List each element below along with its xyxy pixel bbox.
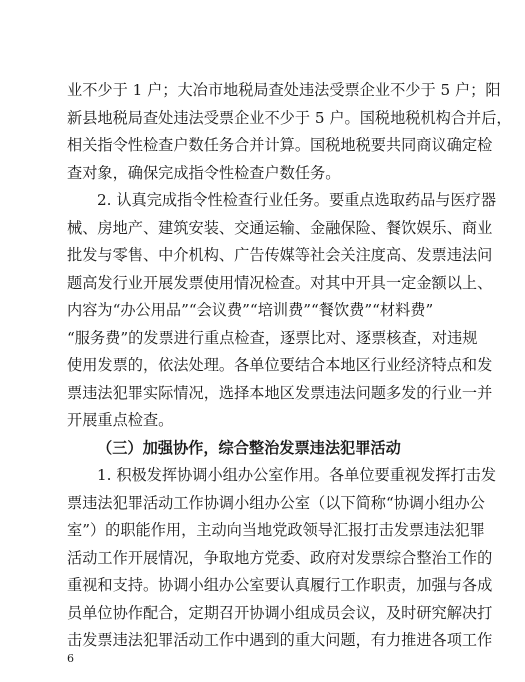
text-line: 查对象，确保完成指令性检查户数任务。 [67, 164, 341, 182]
text-line: 员单位协作配合，定期召开协调小组成员会议，及时研究解决打 [67, 604, 493, 622]
text-line: 票违法犯罪实际情况，选择本地区发票违法问题多发的行业一并 [67, 384, 493, 402]
text-line: 使用发票的，依法处理。各单位要结合本地区行业经济特点和发 [67, 356, 493, 374]
text-line: “服务费”的发票进行重点检查，逐票比对、逐票核查，对违规 [67, 329, 478, 347]
text-line: 业不少于 1 户；大冶市地税局查处违法受票企业不少于 5 户；阳 [67, 81, 501, 99]
text-line: 新县地税局查处违法受票企业不少于 5 户。国税地税机构合并后， [67, 109, 512, 127]
text-line: 开展重点检查。 [67, 411, 174, 429]
text-line: 室”）的职能作用，主动向当地党政领导汇报打击发票违法犯罪 [67, 521, 485, 539]
text-line: 械、房地产、建筑安装、交通运输、金融保险、餐饮娱乐、商业 [67, 219, 493, 237]
text-line: 相关指令性检查户数任务合并计算。国税地税要共同商议确定检 [67, 136, 493, 154]
text-line: 2. 认真完成指令性检查行业任务。要重点选取药品与医疗器 [97, 191, 497, 209]
section-heading: （三）加强协作，综合整治发票违法犯罪活动 [97, 439, 401, 457]
text-line: 批发与零售、中介机构、广告传媒等社会关注度高、发票违法问 [67, 246, 493, 264]
text-line: 1. 积极发挥协调小组办公室作用。各单位要重视发挥打击发 [97, 466, 497, 484]
page-number: 6 [67, 652, 74, 665]
text-line: 票违法犯罪活动工作协调小组办公室（以下简称“协调小组办公 [67, 494, 485, 512]
text-line: 题高发行业开展发票使用情况检查。对其中开具一定金额以上、 [67, 274, 493, 292]
text-line: 活动工作开展情况，争取地方党委、政府对发票综合整治工作的 [67, 549, 493, 567]
text-line: 重视和支持。协调小组办公室要认真履行工作职责，加强与各成 [67, 576, 493, 594]
text-line: 击发票违法犯罪活动工作中遇到的重大问题，有力推进各项工作 [67, 631, 493, 649]
text-line: 内容为“办公用品”“会议费”“培训费”“餐饮费”“材料费” [67, 301, 434, 319]
